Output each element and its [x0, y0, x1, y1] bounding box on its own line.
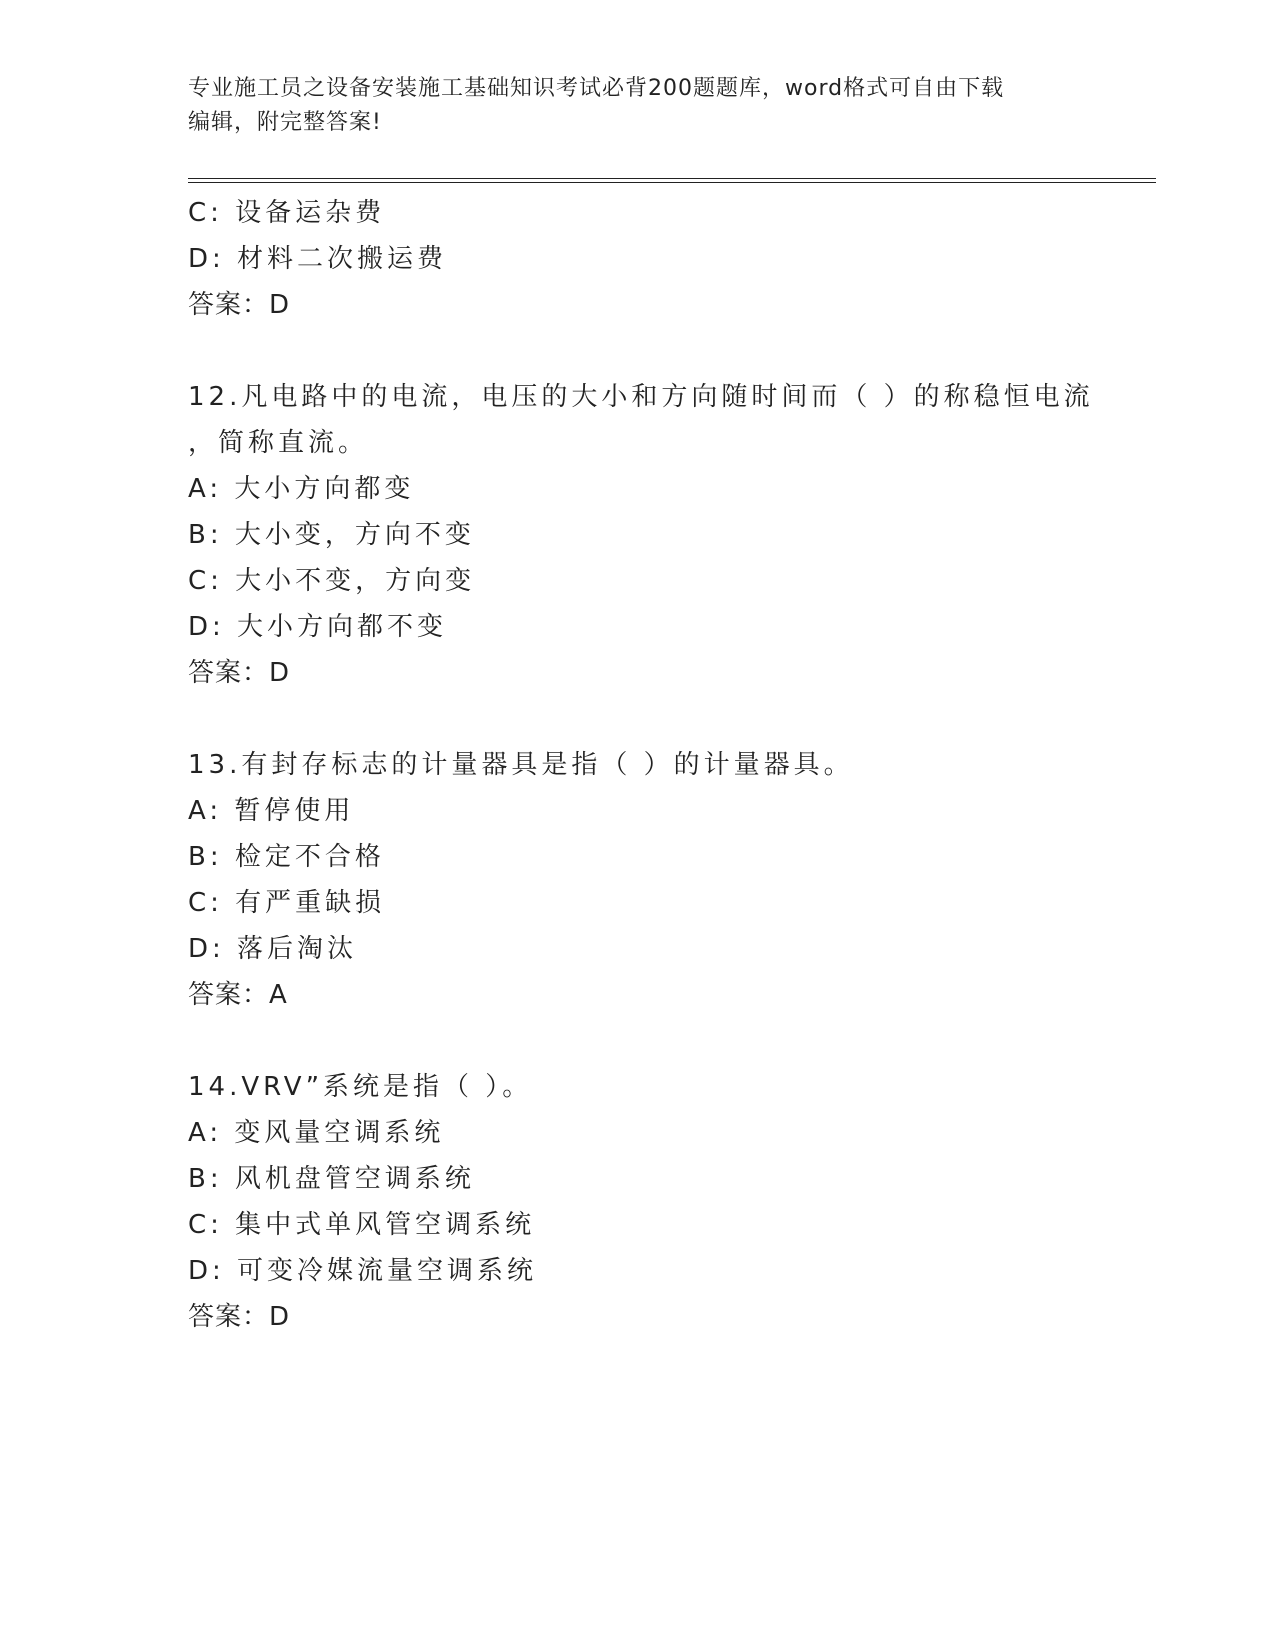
option-d: D: 落后淘汰	[188, 934, 358, 964]
option-c: C: 设备运杂费	[188, 198, 386, 228]
option-b: B: 风机盘管空调系统	[188, 1164, 475, 1194]
option-a: A: 暂停使用	[188, 796, 355, 826]
answer-line: 答案：D	[188, 658, 291, 688]
question-stem: 14.VRV”系统是指（ ）。	[188, 1072, 533, 1102]
spacer	[188, 696, 1148, 742]
option-a: A: 大小方向都变	[188, 474, 415, 504]
header-divider-top	[188, 178, 1156, 179]
option-a: A: 变风量空调系统	[188, 1118, 445, 1148]
question-14	[188, 1064, 1148, 1340]
option-c: C: 集中式单风管空调系统	[188, 1210, 536, 1240]
document-header	[188, 72, 1088, 140]
header-divider-bottom	[188, 182, 1156, 183]
option-c: C: 大小不变，方向变	[188, 566, 476, 596]
option-b: B: 检定不合格	[188, 842, 385, 872]
question-list	[188, 190, 1148, 1340]
header-title-line-1: 专业施工员之设备安装施工基础知识考试必背200题题库，word格式可自由下载	[188, 76, 1005, 101]
question-stem-continued: ，简称直流。	[188, 428, 369, 458]
question-12	[188, 374, 1148, 696]
answer-line: 答案：D	[188, 290, 291, 320]
option-b: B: 大小变，方向不变	[188, 520, 475, 550]
header-title-line-2: 编辑，附完整答案!	[188, 110, 382, 135]
option-c: C: 有严重缺损	[188, 888, 386, 918]
answer-line: 答案：A	[188, 980, 288, 1010]
answer-line: 答案：D	[188, 1302, 291, 1332]
question-11-continued	[188, 190, 1148, 328]
question-13	[188, 742, 1148, 1018]
option-d: D: 材料二次搬运费	[188, 244, 448, 274]
option-d: D: 大小方向都不变	[188, 612, 448, 642]
spacer	[188, 1018, 1148, 1064]
question-stem: 13.有封存标志的计量器具是指（ ）的计量器具。	[188, 750, 854, 780]
option-d: D: 可变冷媒流量空调系统	[188, 1256, 538, 1286]
question-stem: 12.凡电路中的电流，电压的大小和方向随时间而（ ）的称稳恒电流	[188, 382, 1094, 412]
spacer	[188, 328, 1148, 374]
